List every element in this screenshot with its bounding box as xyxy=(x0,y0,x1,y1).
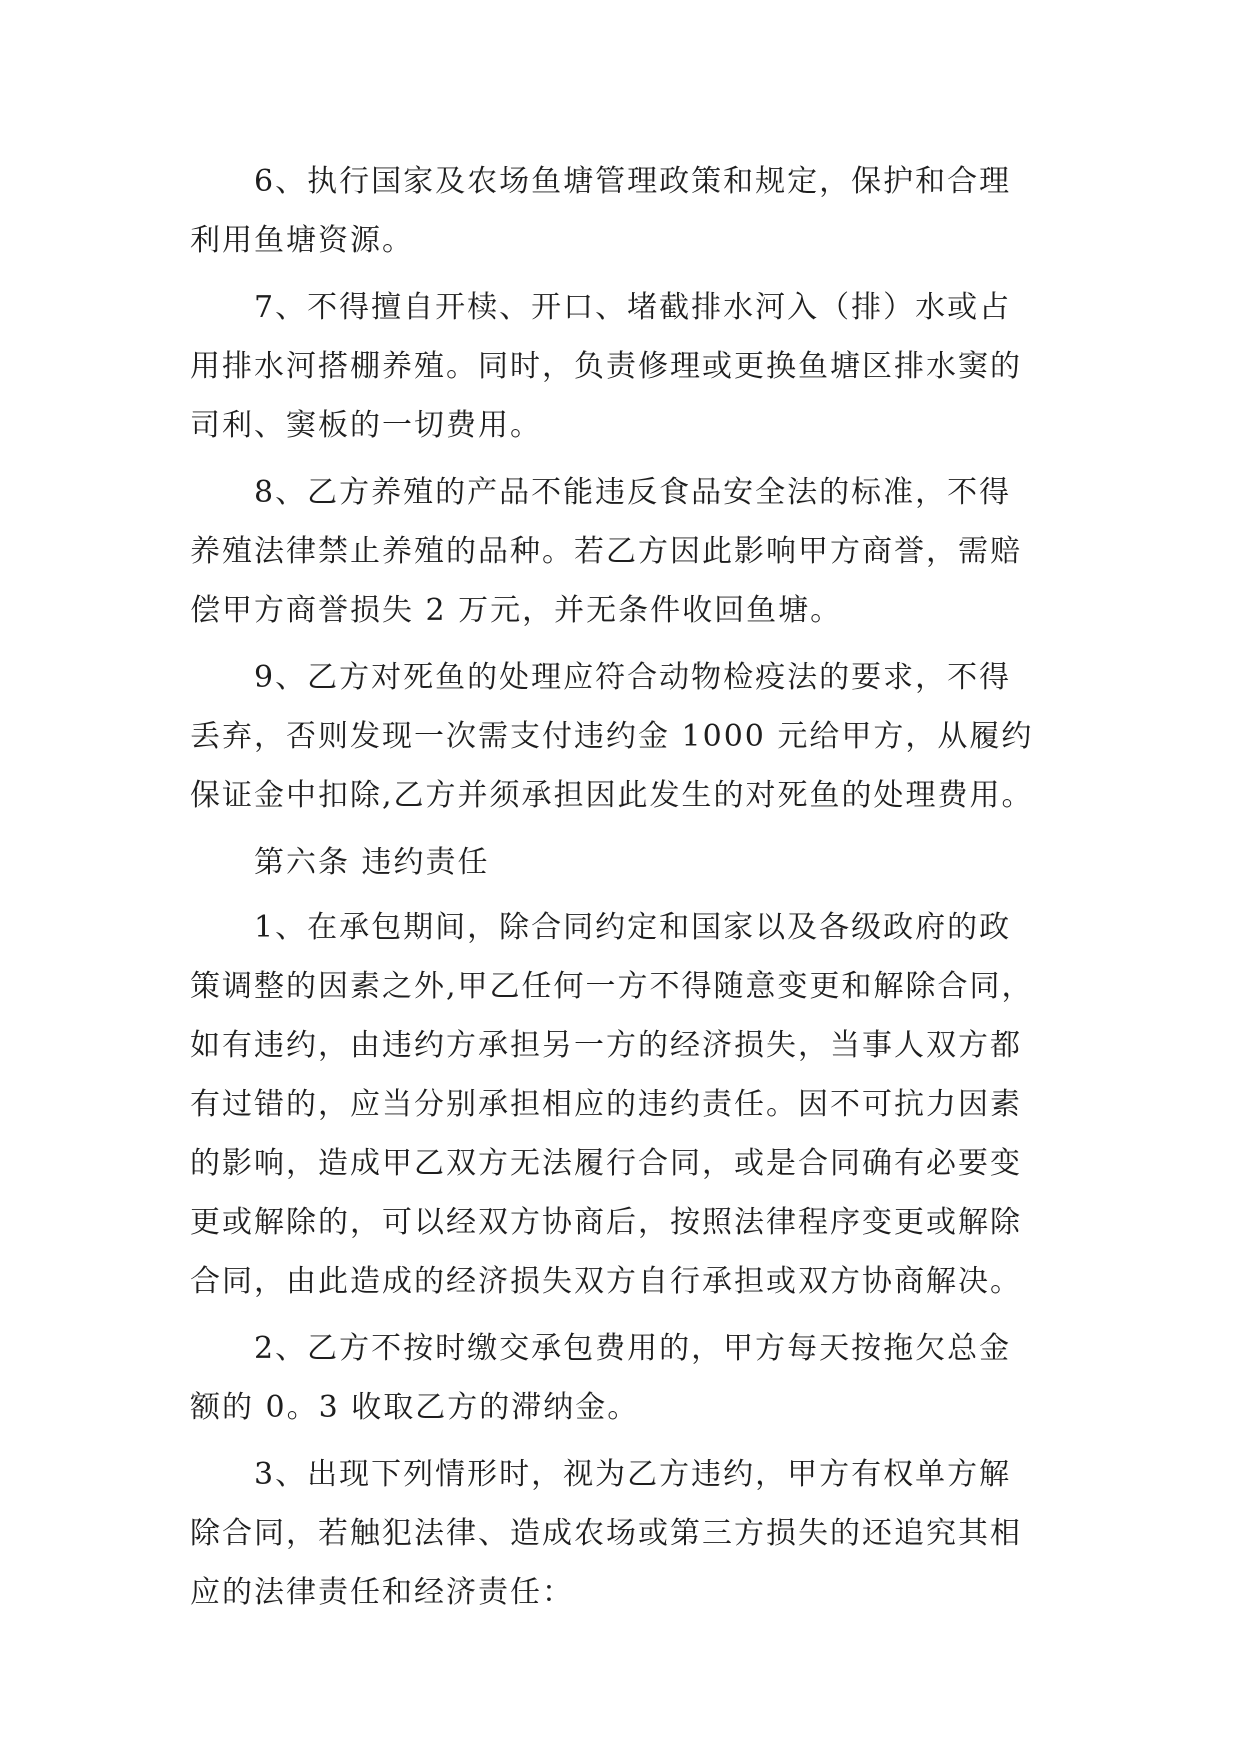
section-title: 第六条 违约责任 xyxy=(254,845,490,880)
text-line: 应的法律责任和经济责任： xyxy=(190,1575,574,1610)
text-line: 丢弃，否则发现一次需支付违约金 1000 元给甲方，从履约 xyxy=(190,719,1034,754)
text-line: 养殖法律禁止养殖的品种。若乙方因此影响甲方商誉，需赔 xyxy=(190,534,1022,569)
text-line: 更或解除的，可以经双方协商后，按照法律程序变更或解除 xyxy=(190,1205,1022,1240)
paragraph-item-7 xyxy=(190,278,1058,455)
text-line: 3、出现下列情形时，视为乙方违约，甲方有权单方解 xyxy=(254,1457,1012,1492)
text-line: 有过错的，应当分别承担相应的违约责任。因不可抗力因素 xyxy=(190,1087,1022,1122)
text-line: 6、执行国家及农场鱼塘管理政策和规定，保护和合理 xyxy=(254,164,1012,199)
text-line: 合同，由此造成的经济损失双方自行承担或双方协商解决。 xyxy=(190,1264,1022,1299)
text-line: 司利、窦板的一切费用。 xyxy=(190,408,542,443)
document-body xyxy=(190,152,1058,1630)
text-line: 如有违约，由违约方承担另一方的经济损失，当事人双方都 xyxy=(190,1028,1022,1063)
text-line: 用排水河搭棚养殖。同时，负责修理或更换鱼塘区排水窦的 xyxy=(190,349,1022,384)
text-line: 7、不得擅自开椟、开口、堵截排水河入（排）水或占 xyxy=(254,290,1012,325)
paragraph-item-9 xyxy=(190,648,1058,825)
text-line: 策调整的因素之外,甲乙任何一方不得随意变更和解除合同， xyxy=(190,969,1034,1004)
text-line: 8、乙方养殖的产品不能违反食品安全法的标准，不得 xyxy=(254,475,1012,510)
paragraph-item-8 xyxy=(190,463,1058,640)
text-line: 偿甲方商誉损失 2 万元，并无条件收回鱼塘。 xyxy=(190,593,843,628)
text-line: 额的 0。3 收取乙方的滞纳金。 xyxy=(190,1390,640,1425)
text-line: 1、在承包期间，除合同约定和国家以及各级政府的政 xyxy=(254,910,1012,945)
text-line: 除合同，若触犯法律、造成农场或第三方损失的还追究其相 xyxy=(190,1516,1022,1551)
text-line: 利用鱼塘资源。 xyxy=(190,223,414,258)
section-heading-article-6 xyxy=(190,833,1058,892)
text-line: 9、乙方对死鱼的处理应符合动物检疫法的要求，不得 xyxy=(254,660,1012,695)
paragraph-breach-3 xyxy=(190,1445,1058,1622)
paragraph-breach-1 xyxy=(190,898,1058,1311)
text-line: 2、乙方不按时缴交承包费用的，甲方每天按拖欠总金 xyxy=(254,1331,1012,1366)
paragraph-item-6 xyxy=(190,152,1058,270)
text-line: 保证金中扣除,乙方并须承担因此发生的对死鱼的处理费用。 xyxy=(190,778,1034,813)
paragraph-breach-2 xyxy=(190,1319,1058,1437)
text-line: 的影响，造成甲乙双方无法履行合同，或是合同确有必要变 xyxy=(190,1146,1022,1181)
